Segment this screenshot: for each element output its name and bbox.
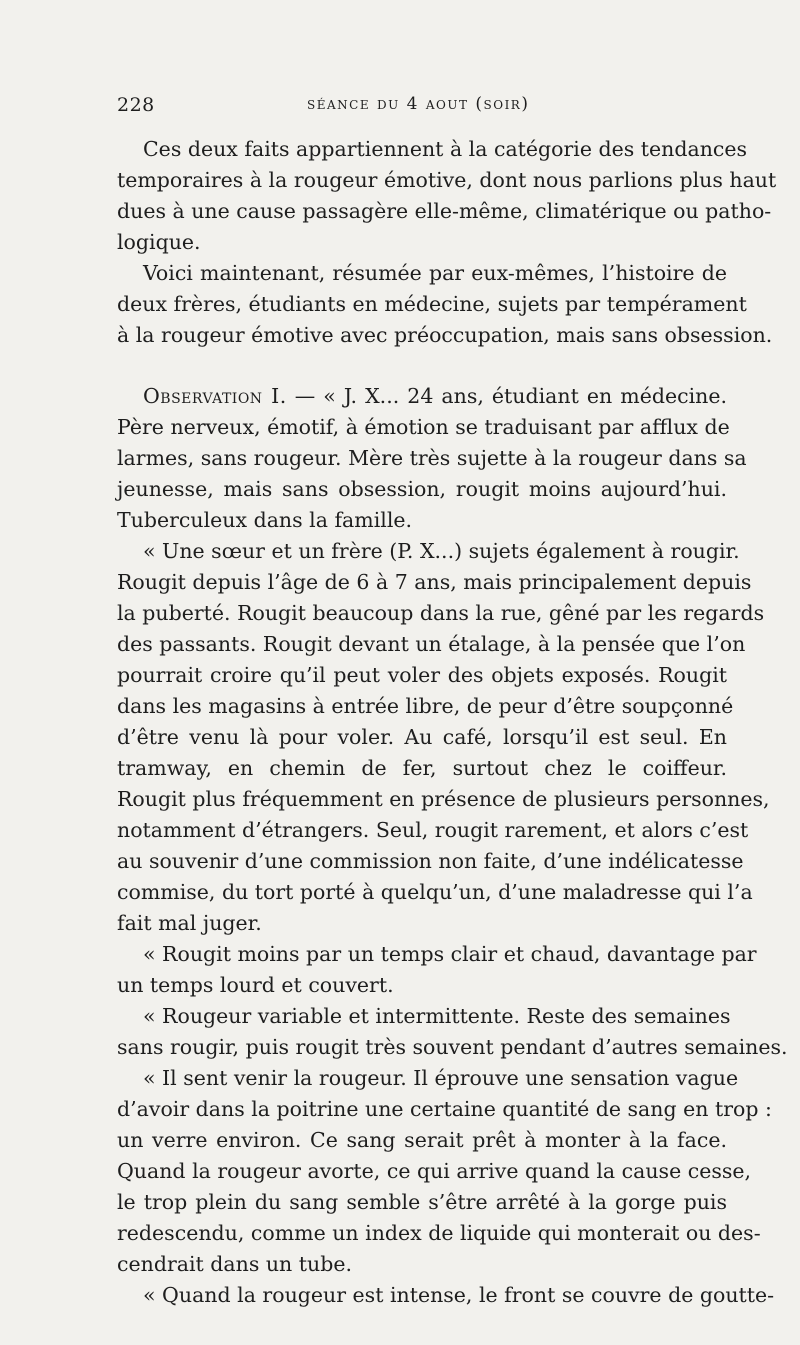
text-line: Père nerveux, émotif, à émotion se traduisant par afflux de [117, 415, 730, 439]
text-line: larmes, sans rougeur. Mère très sujette à la rougeur dans sa [117, 446, 747, 470]
text-line: jeunesse, mais sans obsession, rougit moins aujourd’hui. [117, 477, 727, 501]
text-line: notamment d’étrangers. Seul, rougit rarement, et alors c’est [117, 818, 749, 842]
text-line: Rougit depuis l’âge de 6 à 7 ans, mais principalement depuis [117, 570, 752, 594]
observation-first-line-text: — « J. X... 24 ans, étudiant en médecine. [294, 384, 727, 408]
text-line: commise, du tort porté à quelqu’un, d’une maladresse qui l’a [117, 880, 753, 904]
text-line: Tuberculeux dans la famille. [117, 508, 413, 532]
running-head: séance du 4 aout (soir) [307, 94, 530, 114]
text-line: fait mal juger. [117, 911, 262, 935]
text-line: logique. [117, 230, 201, 254]
observation-title: Observation I. [143, 384, 287, 408]
text-line: la puberté. Rougit beaucoup dans la rue, gêné par les regards [117, 601, 765, 625]
text-line: pourrait croire qu’il peut voler des objets exposés. Rougit [117, 663, 727, 687]
text-line: sans rougir, puis rougit très souvent pendant d’autres semaines. [117, 1035, 788, 1059]
text-line: d’avoir dans la poitrine une certaine quantité de sang en trop : [117, 1097, 772, 1121]
text-line: Quand la rougeur avorte, ce qui arrive quand la cause cesse, [117, 1159, 752, 1183]
observation-first-line [117, 381, 727, 411]
text-line: temporaires à la rougeur émotive, dont nous parlions plus haut [117, 168, 777, 192]
text-line: redescendu, comme un index de liquide qui monterait ou des- [117, 1221, 761, 1245]
text-line: « Il sent venir la rougeur. Il éprouve une sensation vague [143, 1066, 739, 1090]
text-line: Rougit plus fréquemment en présence de plusieurs personnes, [117, 787, 770, 811]
text-line: des passants. Rougit devant un étalage, à la pensée que l’on [117, 632, 746, 656]
page-header [117, 94, 727, 122]
text-line: « Une sœur et un frère (P. X...) sujets également à rougir. [143, 539, 740, 563]
text-line: « Rougeur variable et intermittente. Reste des semaines [143, 1004, 731, 1028]
text-line: à la rougeur émotive avec préoccupation, mais sans obsession. [117, 323, 773, 347]
text-line: tramway, en chemin de fer, surtout chez le coiffeur. [117, 756, 727, 780]
text-line: d’être venu là pour voler. Au café, lorsqu’il est seul. En [117, 725, 727, 749]
text-line: un verre environ. Ce sang serait prêt à monter à la face. [117, 1128, 727, 1152]
text-line: deux frères, étudiants en médecine, sujets par tempérament [117, 292, 747, 316]
text-line: « Rougit moins par un temps clair et chaud, davantage par [143, 942, 757, 966]
text-line: dues à une cause passagère elle-même, climatérique ou patho- [117, 199, 772, 223]
text-line: un temps lourd et couvert. [117, 973, 394, 997]
text-line: Voici maintenant, résumée par eux-mêmes, l’histoire de [143, 261, 727, 285]
text-line: au souvenir d’une commission non faite, d’une indélicatesse [117, 849, 744, 873]
text-line: « Quand la rougeur est intense, le front se couvre de goutte- [143, 1283, 775, 1307]
text-line: dans les magasins à entrée libre, de peur d’être soupçonné [117, 694, 734, 718]
text-line: le trop plein du sang semble s’être arrêté à la gorge puis [117, 1190, 727, 1214]
text-line: cendrait dans un tube. [117, 1252, 352, 1276]
page-number: 228 [117, 94, 155, 116]
text-line: Ces deux faits appartiennent à la catégorie des tendances [143, 137, 748, 161]
